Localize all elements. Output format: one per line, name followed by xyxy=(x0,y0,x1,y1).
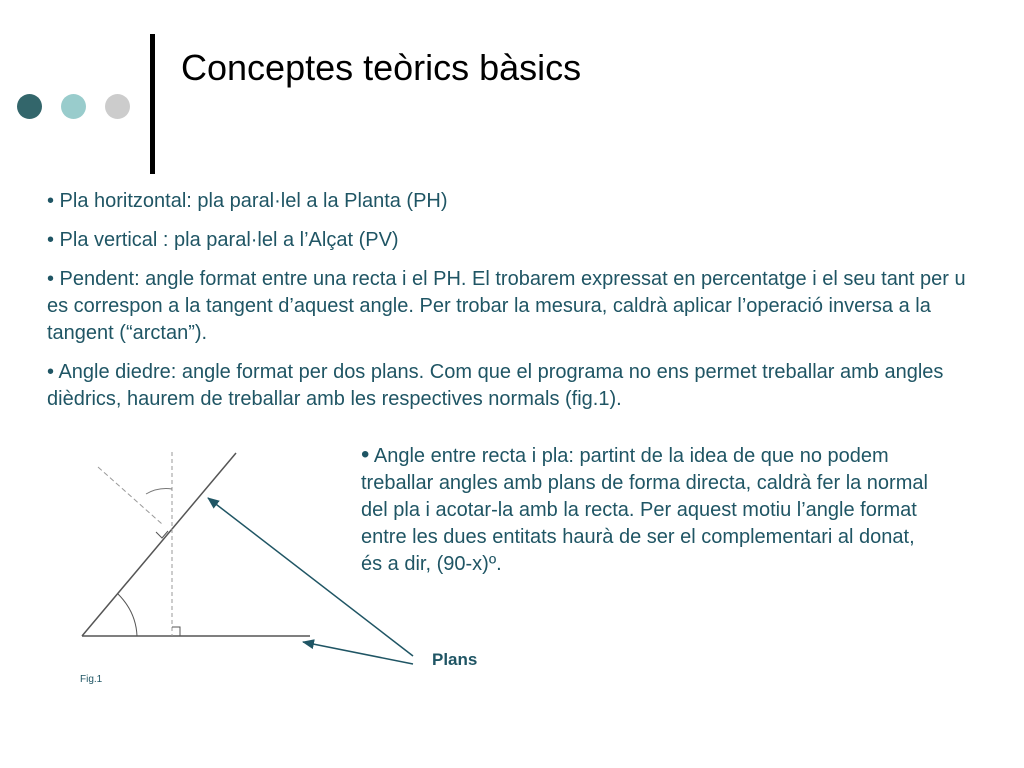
plans-arrow-upper xyxy=(208,498,413,656)
bullet-item-vertical-plane: • Pla vertical : pla paral·lel a l’Alçat (PV) xyxy=(47,229,399,251)
slide-title: Conceptes teòrics bàsics xyxy=(181,47,582,88)
angle-arc-top xyxy=(146,489,172,494)
right-angle-mark-bottom xyxy=(172,627,180,636)
bullet-item-horizontal-plane: • Pla horitzontal: pla paral·lel a la Planta (PH) xyxy=(47,190,448,212)
side-bullet-mark: • xyxy=(361,441,370,468)
plans-label: Plans xyxy=(432,650,478,669)
inclined-plane-line xyxy=(82,453,236,636)
normal-dashed-line xyxy=(98,467,162,524)
angle-arc-bottom xyxy=(118,594,137,636)
bullet-item-dihedral-angle: • Angle diedre: angle format per dos plans. Com que el programa no ens permet treballar amb angles dièdrics, haurem de treballar amb les respectives normals (fig.1). xyxy=(47,361,944,410)
bullet-item-slope: • Pendent: angle format entre una recta i el PH. El trobarem expressat en percentatge i el seu tant per u es correspon a la tangent d’aquest angle. Per trobar la mesura, caldrà aplicar l’operació inversa a la tangent (“arctan”). xyxy=(47,268,966,344)
side-paragraph-text: Angle entre recta i pla: partint de la idea de que no podem treballar angles amb plans de forma directa, caldrà fer la normal del pla i acotar-la amb la recta. Per aquest motiu l’angle format entre les dues entitats haurà de ser el complementari al donat, és a dir, (90-x)º. xyxy=(361,445,928,575)
plans-arrow-lower xyxy=(303,642,413,664)
figure-caption: Fig.1 xyxy=(80,674,103,685)
